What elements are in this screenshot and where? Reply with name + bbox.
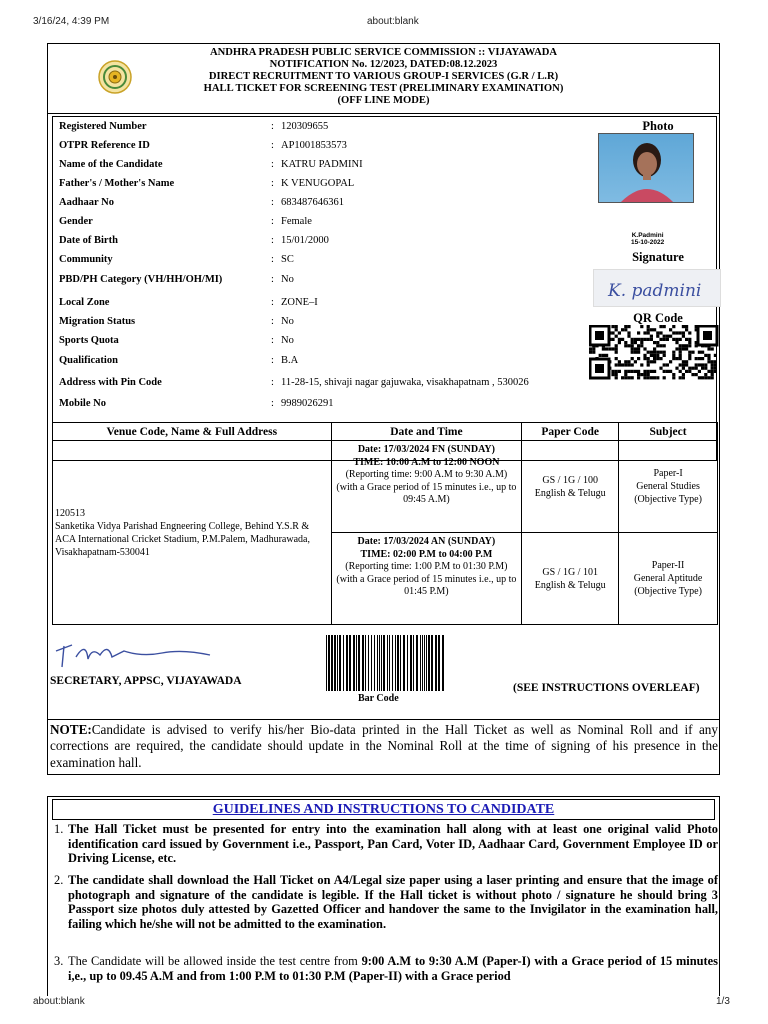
candidate-row-value: KATRU PADMINI <box>281 159 363 170</box>
see-instructions: (SEE INSTRUCTIONS OVERLEAF) <box>513 682 700 694</box>
session-1-reporting: (Reporting time: 9:00 A.M to 9:30 A.M) <box>345 469 508 480</box>
photo-caption-date: 15-10-2022 <box>631 238 665 246</box>
candidate-row-colon: : <box>271 140 274 151</box>
candidate-details <box>52 116 717 461</box>
session-2-timing: TIME: 02:00 P.M to 04:00 P.M <box>360 548 493 560</box>
candidate-row-value: K VENUGOPAL <box>281 178 355 189</box>
candidate-row-value: No <box>281 316 294 327</box>
session-2-paper-code <box>522 533 619 625</box>
session-1-date: Date: 17/03/2024 FN (SUNDAY) <box>357 444 495 455</box>
candidate-row-value: B.A <box>281 355 299 366</box>
candidate-row-label: Mobile No <box>59 398 106 409</box>
session-1-timing: TIME: 10:00 A.M to 12:00 NOON <box>353 456 500 468</box>
guideline-item-2 <box>52 873 718 931</box>
candidate-row-label: Name of the Candidate <box>59 159 163 170</box>
session-2-reporting: (Reporting time: 1:00 P.M to 01:30 P.M) <box>345 561 508 572</box>
session-2-paper: Paper-II <box>651 560 685 571</box>
candidate-row-colon: : <box>271 235 274 246</box>
guidelines-title: GUIDELINES AND INSTRUCTIONS TO CANDIDATE <box>52 799 715 820</box>
guideline-2-num: 2. <box>54 873 64 887</box>
signature-label: Signature <box>632 250 684 264</box>
candidate-row-colon: : <box>271 254 274 265</box>
header-hall-ticket: HALL TICKET FOR SCREENING TEST (PRELIMINARY EXAMINATION) <box>203 83 564 94</box>
session-2-grace: (with a Grace period of 15 minutes i.e., up to 01:45 P.M) <box>336 573 517 597</box>
session-2-date: Date: 17/03/2024 AN (SUNDAY) <box>357 536 496 547</box>
guideline-2-text: The candidate shall download the Hall Ticket on A4/Legal size paper using a laser printing and ensure that the image of photograph and signature of the candidate is legible. If the Hall ticket is without photo / signature he should bring 3 Passport size photos duly attested by Gazetted Officer and handover the same to the Invigilator in the examination hall, failing which he/she will not be admitted to the examination. <box>68 873 718 931</box>
candidate-signature-text: K. padmini <box>608 281 702 301</box>
barcode-icon <box>324 635 446 691</box>
header-recruitment: DIRECT RECRUITMENT TO VARIOUS GROUP-I SERVICES (G.R / L.R) <box>208 71 559 82</box>
candidate-row-value: 683487646361 <box>281 197 344 208</box>
photo-caption-name: K.Padmini <box>631 232 664 239</box>
session-2-medium: English & Telugu <box>534 579 606 591</box>
secretary-signature <box>52 637 212 671</box>
candidate-row-colon: : <box>271 159 274 170</box>
ticket-header <box>48 44 719 114</box>
candidate-row-value: SC <box>281 254 294 265</box>
candidate-signature <box>593 269 721 307</box>
guideline-item-3 <box>52 954 718 983</box>
candidate-row-label: PBD/PH Category (VH/HH/OH/MI) <box>59 274 223 285</box>
candidate-row-label: Gender <box>59 216 93 227</box>
session-1-subject-type: (Objective Type) <box>634 494 702 505</box>
candidate-row-value: ZONE–I <box>281 297 318 308</box>
print-page-number: 1/3 <box>716 996 730 1007</box>
venue-code: 120513 <box>55 507 85 519</box>
candidate-row-label: Father's / Mother's Name <box>59 178 175 189</box>
candidate-row-colon: : <box>271 297 274 308</box>
print-footer-url: about:blank <box>33 996 85 1007</box>
guidelines-section <box>47 796 720 996</box>
session-1-subject <box>619 441 718 533</box>
candidate-row-value: AP1001853573 <box>281 140 347 151</box>
print-page-title: about:blank <box>367 16 419 27</box>
candidate-photo <box>598 133 694 203</box>
venue-header: Venue Code, Name & Full Address <box>53 423 332 441</box>
session-2-subject-type: (Objective Type) <box>634 586 702 597</box>
candidate-row-value: 9989026291 <box>281 398 334 409</box>
candidate-row-label: Sports Quota <box>59 335 119 346</box>
photo-caption <box>631 233 664 246</box>
header-notification: NOTIFICATION No. 12/2023, DATED:08.12.2023 <box>269 59 498 70</box>
candidate-row-value: Female <box>281 216 312 227</box>
candidate-row-label: Date of Birth <box>59 235 118 246</box>
candidate-row-label: Aadhaar No <box>59 197 114 208</box>
candidate-row-colon: : <box>271 274 274 285</box>
note-text: Candidate is advised to verify his/her Bio-data printed in the Hall Ticket as well as Nominal Roll and if any corrections are required, the candidate should update in the Nominal Roll at the time of signing of his presence in the examination hall. <box>50 722 718 770</box>
session-1-subject-name: General Studies <box>636 481 700 492</box>
session-2-code: GS / 1G / 101 <box>542 566 598 578</box>
photo-label: Photo <box>642 119 674 133</box>
note-prefix: NOTE: <box>50 722 92 737</box>
venue-cell <box>53 441 332 625</box>
candidate-row-value: 120309655 <box>281 121 329 132</box>
candidate-row-colon: : <box>271 377 274 388</box>
datetime-header: Date and Time <box>331 423 522 441</box>
header-mode: (OFF LINE MODE) <box>337 95 430 106</box>
session-1-paper: Paper-I <box>653 468 683 479</box>
candidate-row-colon: : <box>271 316 274 327</box>
candidate-row-value: No <box>281 274 294 285</box>
session-1-medium: English & Telugu <box>534 487 606 499</box>
qr-label: QR Code <box>633 311 683 325</box>
candidate-row-value: No <box>281 335 294 346</box>
candidate-row-colon: : <box>271 335 274 346</box>
candidate-row-colon: : <box>271 197 274 208</box>
note-section <box>48 719 719 771</box>
candidate-row-label: Address with Pin Code <box>59 377 162 388</box>
session-1-paper-code <box>522 441 619 533</box>
guideline-item-1 <box>52 822 718 866</box>
candidate-row-label: Community <box>59 254 113 265</box>
guideline-3-text-b: 9:00 A.M to 9:30 A.M (Paper-I) with a Grace period of 15 minutes i,e., up to 09.45 A.M and from 1:00 P.M to 01:30 P.M (Paper-II) with a Grace period <box>68 954 718 983</box>
qr-code-icon <box>589 325 719 381</box>
session-2-subject <box>619 533 718 625</box>
candidate-row-colon: : <box>271 398 274 409</box>
print-datetime: 3/16/24, 4:39 PM <box>33 16 110 27</box>
candidate-row-label: OTPR Reference ID <box>59 140 150 151</box>
hall-ticket <box>47 43 720 775</box>
candidate-row-label: Migration Status <box>59 316 136 327</box>
barcode-label: Bar Code <box>358 693 399 704</box>
candidate-row-label: Qualification <box>59 355 118 366</box>
candidate-row-colon: : <box>271 178 274 189</box>
appsc-emblem-icon <box>98 60 132 94</box>
guideline-1-text: The Hall Ticket must be presented for entry into the examination hall along with at least one original valid Photo identification card issued by Government i.e., Passport, Pan Card, Voter ID, Aadhaar Card, Government Employee ID or Driving License, etc. <box>68 822 718 865</box>
session-1-time <box>331 441 522 533</box>
session-2-time <box>331 533 522 625</box>
subject-header: Subject <box>619 423 718 441</box>
candidate-row-value: 15/01/2000 <box>281 235 329 246</box>
candidate-row-value: 11-28-15, shivaji nagar gajuwaka, visakhapatnam , 530026 <box>281 377 529 388</box>
session-1-code: GS / 1G / 100 <box>542 474 598 486</box>
candidate-row-label: Registered Number <box>59 121 147 132</box>
session-1-grace: (with a Grace period of 15 minutes i.e., up to 09:45 A.M) <box>336 481 517 505</box>
candidate-row-colon: : <box>271 121 274 132</box>
secretary-title: SECRETARY, APPSC, VIJAYAWADA <box>50 675 242 687</box>
guideline-1-num: 1. <box>54 822 64 836</box>
guideline-3-num: 3. <box>54 954 64 968</box>
venue-address: Sanketika Vidya Parishad Engneering College, Behind Y.S.R & ACA International Cricket Stadium, P.M.Palem, Madhurawada, Visakhapatnam-530041 <box>55 520 310 558</box>
header-commission: ANDHRA PRADESH PUBLIC SERVICE COMMISSION :: VIJAYAWADA <box>209 47 558 58</box>
candidate-row-label: Local Zone <box>59 297 110 308</box>
candidate-row-colon: : <box>271 216 274 227</box>
session-2-subject-name: General Aptitude <box>633 573 703 584</box>
papercode-header: Paper Code <box>522 423 619 441</box>
guideline-3-text-a: The Candidate will be allowed inside the test centre from <box>68 954 362 968</box>
venue-table <box>52 422 718 625</box>
candidate-row-colon: : <box>271 355 274 366</box>
